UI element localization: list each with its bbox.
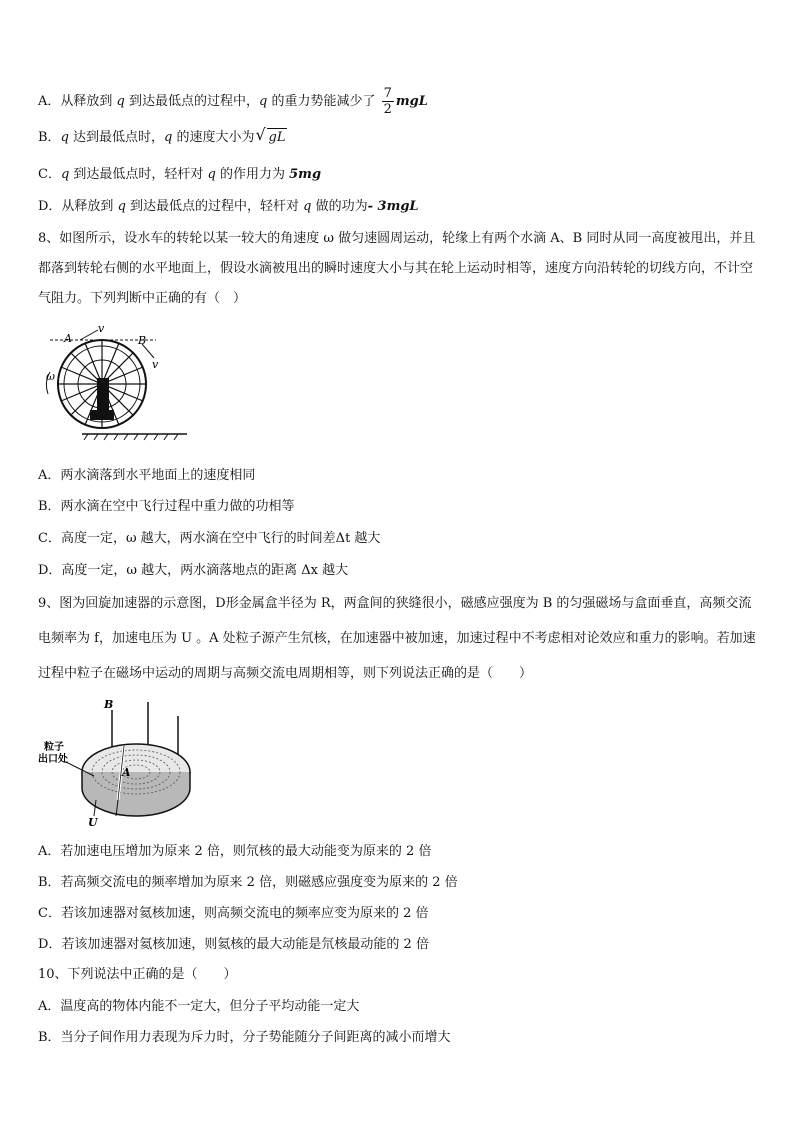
q10-option-a: A．温度高的物体内能不一定大，但分子平均动能一定大 — [38, 999, 360, 1014]
q8-option-a: A．两水滴落到水平地面上的速度相同 — [38, 468, 256, 483]
q10-stem: 10、下列说法中正确的是（ ） — [38, 967, 237, 982]
q7-option-a: A．从释放到 q 到达最低点的过程中，q 的重力势能减少了 $\frac{7}{2}$ mgL — [38, 86, 428, 117]
q7-option-c: C．q 到达最低点时，轻杆对 q 的作用力为 5mg — [38, 167, 322, 182]
label-b-field: B — [104, 698, 114, 711]
label-exit-2: 出口处 — [38, 754, 68, 765]
q9-option-a: A．若加速电压增加为原来 2 倍，则氘核的最大动能变为原来的 2 倍 — [38, 844, 432, 859]
q10-option-b: B．当分子间作用力表现为斥力时，分子势能随分子间距离的减小而增大 — [38, 1030, 451, 1045]
q9-option-b: B．若高频交流电的频率增加为原来 2 倍，则磁感应强度变为原来的 2 倍 — [38, 875, 458, 890]
q9-stem: 9、图为回旋加速器的示意图，D形金属盒半径为 R，两盒间的狭缝很小，磁感应强度为 B 的匀强磁场与盒面垂直，高频交流电频率为 f，加速电压为 U 。A 处粒子源产生氘核，在加速器中被加速，加速过程中不考虑相对论效应和重力的影响。若加速过程中粒子在磁场中运动的周期与高频交流电周期相等，则下列说法正确的是（ ） — [38, 596, 756, 681]
label-v2: v — [152, 358, 159, 371]
q9-option-d: D．若该加速器对氦核加速，则氦核的最大动能是氘核最动能的 2 倍 — [38, 937, 429, 952]
label-a-source: A — [122, 766, 131, 779]
q7-option-b: B．q 达到最低点时，q 的速度大小为√ gL — [38, 128, 287, 147]
cyclotron-figure — [36, 696, 196, 828]
label-v1: v — [98, 322, 105, 335]
q8-option-b: B．两水滴在空中飞行过程中重力做的功相等 — [38, 499, 295, 514]
label-omega: ω — [46, 370, 55, 383]
fraction: $\frac{7}{2}$ — [383, 86, 392, 117]
q7-option-d: D．从释放到 q 到达最低点的过程中，轻杆对 q 做的功为- 3mgL — [38, 199, 419, 214]
label-b: B — [138, 334, 147, 347]
label-exit-1: 粒子 — [44, 742, 64, 753]
label-a: A — [64, 332, 72, 345]
q9-option-c: C．若该加速器对氦核加速，则高频交流电的频率应变为原来的 2 倍 — [38, 906, 429, 921]
q8-option-d: D．高度一定，ω 越大，两水滴落地点的距离 Δx 越大 — [38, 563, 349, 578]
water-wheel-figure — [42, 322, 192, 444]
q8-option-c: C．高度一定，ω 越大，两水滴在空中飞行的时间差Δt 越大 — [38, 531, 381, 546]
label-u: U — [88, 816, 98, 828]
q8-stem: 8、如图所示，设水车的转轮以某一较大的角速度 ω 做匀速圆周运动，轮缘上有两个水滴 A、B 同时从同一高度被甩出，并且都落到转轮右侧的水平地面上，假设水滴被甩出的瞬时速度大小与其在轮上运动时相等，速度方向沿转轮的切线方向，不计空气阻力。下列判断中正确的有（ ） — [38, 231, 756, 306]
